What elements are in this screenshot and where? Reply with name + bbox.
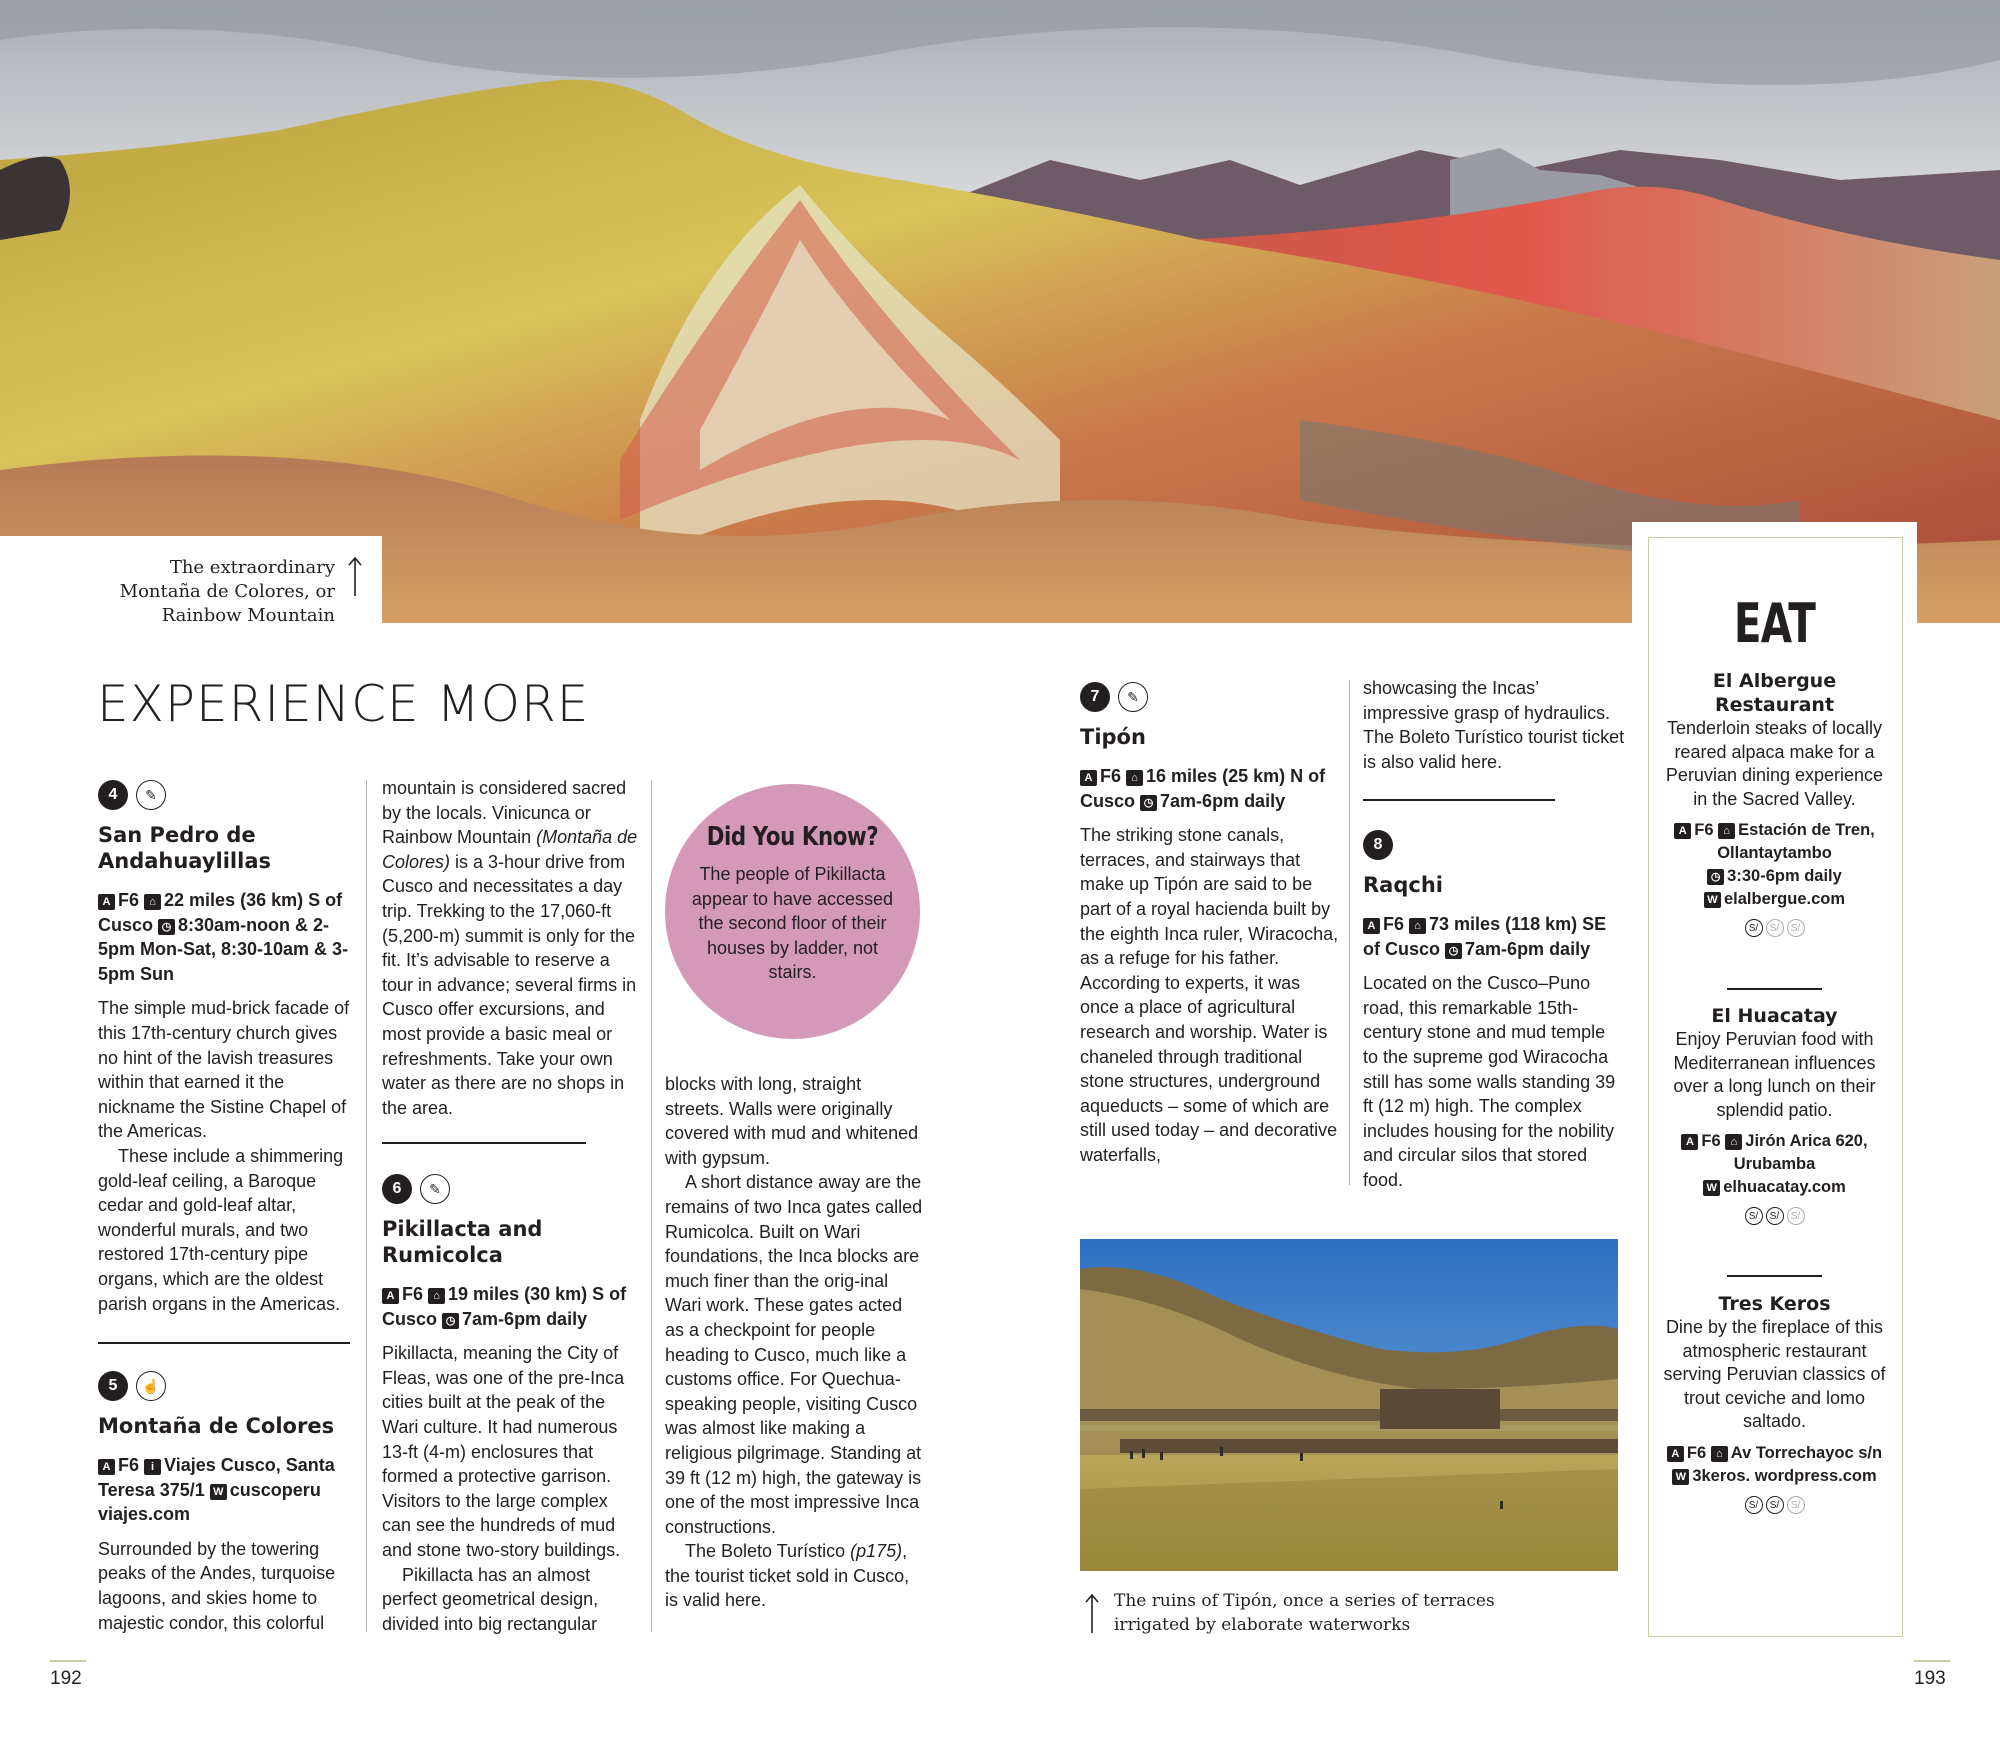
up-arrow-icon [1085,1593,1099,1633]
entry-8-header [1363,830,1625,860]
column-2-lower [382,1174,640,1636]
restaurant-name: El Huacatay [1711,1005,1838,1027]
column-2 [382,776,640,1120]
entry-4-para-2: These include a shimmering gold-leaf ceiling, a Baroque cedar and gold-leaf altar, wonderful murals, and two restored 17th-century pipe organs, which are the oldest parish organs in the Americas. [98,1145,344,1314]
hero-caption: The extraordinary Montaña de Colores, or Rainbow Mountain [119,557,335,626]
address-icon: ⌂ [1409,918,1426,934]
web-icon: W [1703,1180,1720,1196]
map-grid-icon: A [98,894,115,910]
price-icon: S/ [1766,1496,1784,1514]
price-icon: S/ [1766,919,1784,937]
ticket-icon: ✎ [1118,682,1148,712]
entry-number-badge: 6 [382,1174,412,1204]
hours-icon: ◷ [1140,795,1157,811]
entry-6-header [382,1174,640,1204]
price-icon: S/ [1766,1207,1784,1225]
hours-icon: ◷ [1445,943,1462,959]
price-icon: S/ [1787,1496,1805,1514]
ticket-icon: ✎ [420,1174,450,1204]
entry-6-para-2: Pikillacta has an almost perfect geometrical design, divided into big rectangular [382,1564,599,1634]
hours-icon: ◷ [158,919,175,935]
eat-item [1662,1004,1887,1225]
did-you-know-title: Did You Know? [706,822,879,852]
restaurant-name: Tres Keros [1718,1293,1831,1315]
ticket-icon: ✎ [136,780,166,810]
restaurant-info: A F6 ⌂ Jirón Arica 620, Urubamba W elhuacatay.com [1662,1130,1887,1199]
map-grid-icon: A [382,1288,399,1304]
entry-6-para-1: Pikillacta, meaning the City of Fleas, was one of the pre-Inca cities built at the peak of the Wari culture. It had numerous 13-ft (4-m) enclosures that formed a protective garrison. Visitors to the large complex can see the hundreds of mud and stone two-story buildings. [382,1343,625,1560]
entry-4-title: San Pedro de Andahuaylillas [98,823,271,873]
price-icon: S/ [1787,919,1805,937]
address-icon: ⌂ [1126,770,1143,786]
address-icon: ⌂ [1718,823,1735,839]
tipon-caption: The ruins of Tipón, once a series of terraces irrigated by elaborate waterworks [1114,1591,1495,1635]
tipon-ruins-photo [1080,1239,1618,1571]
hours-icon: ◷ [442,1313,459,1329]
entry-4-info: A F6 ⌂ 22 miles (36 km) S of Cusco ◷ 8:30am-noon & 2-5pm Mon-Sat, 8:30-10am & 3-5pm Sun [98,890,349,984]
eat-item [1662,1292,1887,1514]
column-1-lower [98,1371,350,1635]
entry-6-para-4: A short distance away are the remains of two Inca gates called Rumicolca. Built on Wari foundations, the Inca blocks are much finer than the orig-inal Wari work. These gates acted as a checkpoint for people heading to Cusco, much like a customs office. For Quechua-speaking people, visiting Cusco was almost like making a religious pilgrimage. Standing at 39 ft (12 m) high, the gateway is one of the most impressive Inca constructions. [665,1172,923,1537]
entry-6-para-5: The Boleto Turístico (p175), the tourist ticket sold in Cusco, is valid here. [665,1541,910,1611]
web-icon: W [1704,892,1721,908]
folio-rule [50,1660,86,1662]
entry-number-badge: 8 [1363,830,1393,860]
divider [1727,988,1822,990]
entry-7-para-2: showcasing the Incas’ impressive grasp of hydraulics. The Boleto Turístico tourist ticket is also valid here. [1363,678,1625,772]
tipon-illustration [1080,1239,1618,1571]
eat-item [1662,669,1887,937]
entry-number-badge: 5 [98,1371,128,1401]
column-divider [1349,680,1350,1185]
entry-8-title: Raqchi [1363,873,1443,897]
eat-title: EAT [1733,592,1816,655]
map-grid-icon: A [1674,823,1691,839]
web-icon: W [1672,1469,1689,1485]
price-rating [1662,919,1887,937]
hours-icon: ◷ [1707,869,1724,885]
section-title: EXPERIENCE MORE [97,675,590,733]
entry-5-info: A F6 i Viajes Cusco, Santa Teresa 375/1 W cuscoperu viajes.com [98,1455,335,1525]
entry-7-info: A F6 ⌂ 16 miles (25 km) N of Cusco ◷ 7am-6pm daily [1080,766,1326,811]
map-grid-icon: A [1667,1446,1684,1462]
column-divider [651,780,652,1632]
entry-7-header [1080,682,1342,712]
divider [1727,1275,1822,1277]
price-icon: S/ [1745,1207,1763,1225]
entry-5-header [98,1371,350,1401]
entry-8-para-1: Located on the Cusco–Puno road, this remarkable 15th-century stone and mud temple to the supreme god Wiracocha still has some walls standing 39 ft (12 m) high. The complex includes housing for the nobility and circular silos that stored food. [1363,973,1616,1190]
entry-8-info: A F6 ⌂ 73 miles (118 km) SE of Cusco ◷ 7am-6pm daily [1363,914,1607,959]
map-grid-icon: A [98,1459,115,1475]
entry-number-badge: 7 [1080,682,1110,712]
address-icon: ⌂ [428,1288,445,1304]
map-grid-icon: A [1363,918,1380,934]
web-icon: W [210,1484,227,1500]
price-icon: S/ [1745,1496,1763,1514]
entry-6-title: Pikillacta and Rumicolca [382,1217,543,1267]
entry-5-para-1: Surrounded by the towering peaks of the Andes, turquoise lagoons, and skies home to majestic condor, this colorful [98,1538,336,1633]
entry-5-title: Montaña de Colores [98,1414,335,1438]
entry-5-para-2: mountain is considered sacred by the locals. Vinicunca or Rainbow Mountain (Montaña de Colores) is a 3-hour drive from Cusco and necessitates a day trip. Trekking to the 17,060-ft (5,200-m) summit is only for the fit. It’s advisable to reserve a tour in advance; several firms in Cusco offer excursions, and most provide a basic meal or refreshments. Take your own water as there are no shops in the area. [382,778,638,1118]
entry-7-title: Tipón [1080,725,1146,749]
info-icon: i [144,1459,161,1475]
restaurant-name: El Albergue Restaurant [1712,670,1837,716]
price-icon: S/ [1787,1207,1805,1225]
page-number-left: 192 [50,1668,82,1689]
page-number-right: 193 [1914,1668,1946,1689]
address-icon: ⌂ [1711,1446,1728,1462]
did-you-know-callout [665,784,920,1039]
entry-number-badge: 4 [98,780,128,810]
price-rating [1662,1496,1887,1514]
entry-6-info: A F6 ⌂ 19 miles (30 km) S of Cusco ◷ 7am-6pm daily [382,1284,627,1329]
restaurant-desc: Tenderloin steaks of locally reared alpaca make for a Peruvian dining experience in the Sacred Valley. [1665,718,1884,809]
restaurant-desc: Enjoy Peruvian food with Mediterranean influences over a long lunch on their splendid patio. [1673,1029,1876,1120]
address-icon: ⌂ [144,894,161,910]
entry-7-para-1: The striking stone canals, terraces, and stairways that make up Tipón are said to be part of a royal hacienda built by the eighth Inca ruler, Wiracocha, as a refuge for his father. According to experts, it was once a place of agricultural research and worship. Water is chaneled through traditional stone structures, underground aqueducts – some of which are still used today – and decorative waterfalls, [1080,825,1339,1165]
column-1 [98,780,350,1316]
restaurant-info: A F6 ⌂ Av Torrechayoc s/n W 3keros. wordpress.com [1662,1442,1887,1488]
entry-4-para-1: The simple mud-brick facade of this 17th-century church gives no hint of the lavish treasures within that earned it the nickname the Sistine Chapel of the Americas. [98,998,350,1142]
divider [98,1342,350,1344]
entry-6-para-3: blocks with long, straight streets. Walls were originally covered with mud and whitened with gypsum. [665,1074,919,1168]
column-4 [1080,682,1342,1168]
price-icon: S/ [1745,919,1763,937]
map-grid-icon: A [1080,770,1097,786]
column-5-lower [1363,830,1625,1193]
map-grid-icon: A [1681,1134,1698,1150]
column-3 [665,1072,925,1613]
restaurant-info: A F6 ⌂ Estación de Tren, Ollantaytambo ◷ 3:30-6pm daily W elalbergue.com [1662,819,1887,911]
restaurant-desc: Dine by the fireplace of this atmospheric restaurant serving Peruvian classics of trout ceviche and lomo saltado. [1663,1317,1886,1431]
price-rating [1662,1207,1887,1225]
divider [1363,799,1555,801]
address-icon: ⌂ [1725,1134,1742,1150]
column-5 [1363,676,1625,774]
hiking-icon: ☝ [136,1371,166,1401]
folio-rule [1914,1660,1950,1662]
column-divider [366,780,367,1632]
up-arrow-icon [348,556,362,596]
divider [382,1142,586,1144]
entry-4-header [98,780,350,810]
did-you-know-text: The people of Pikillacta appear to have accessed the second floor of their houses by ladder, not stairs. [691,864,894,983]
